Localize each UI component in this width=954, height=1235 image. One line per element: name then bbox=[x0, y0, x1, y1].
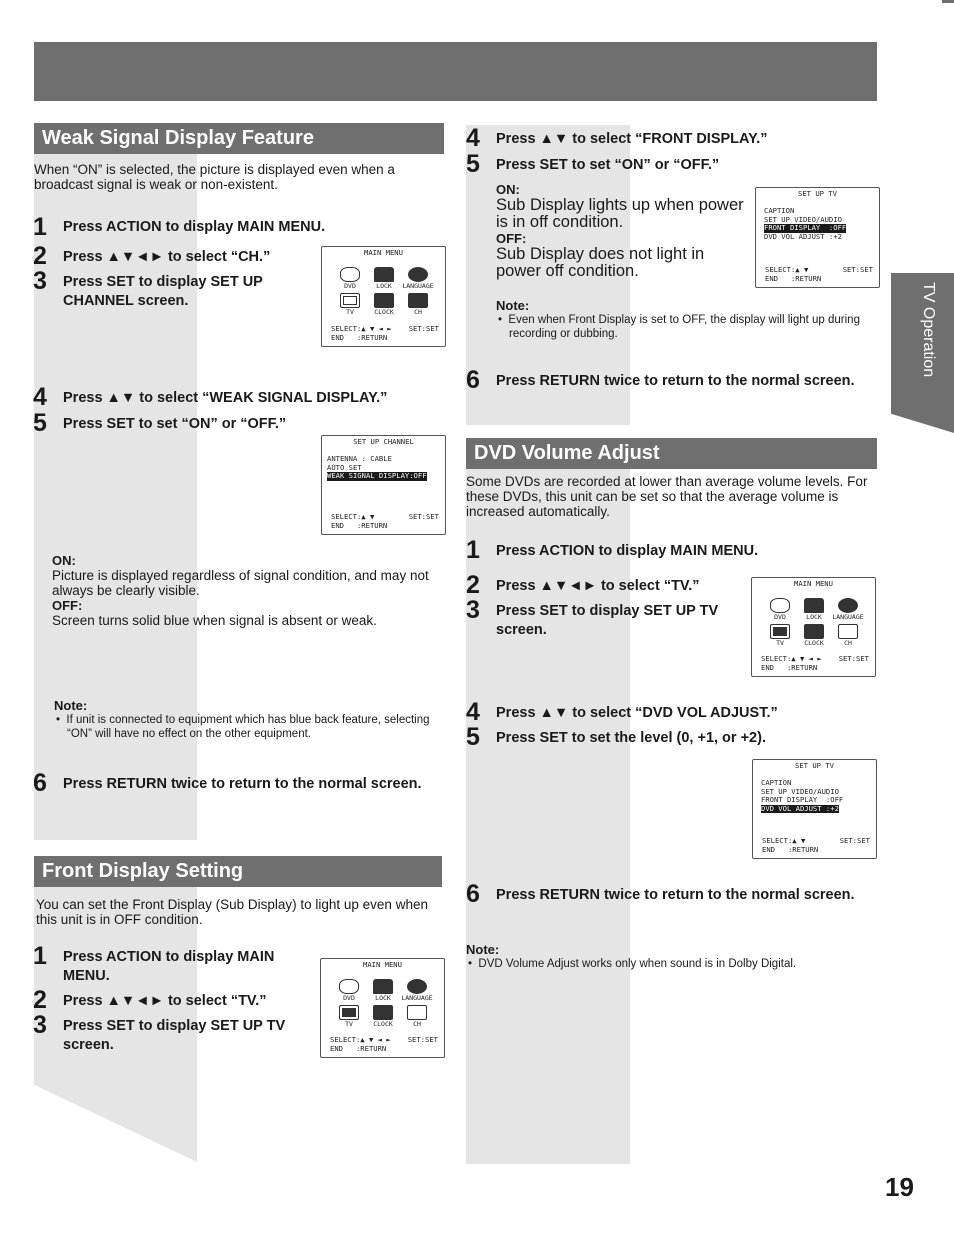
step-text: Press SET to display SET UP CHANNEL screen. bbox=[63, 274, 263, 309]
clock-menu-item: CLOCK bbox=[368, 293, 400, 316]
step-text: Press SET to display SET UP TV screen. bbox=[63, 1018, 286, 1053]
step-text: Press RETURN twice to return to the normal screen. bbox=[496, 373, 855, 389]
setup-channel-screen: SET UP CHANNEL ANTENNA : CABLE AUTO SET WEAK SIGNAL DISPLAY:OFF SELECT:▲ ▼ SET:SET END :RETURN bbox=[321, 435, 446, 535]
language-menu-item: LANGUAGE bbox=[832, 598, 864, 621]
step-number: 6 bbox=[466, 366, 480, 394]
dvd-icon bbox=[340, 267, 360, 282]
dvd-volume-heading: DVD Volume Adjust bbox=[466, 438, 877, 469]
step-number: 1 bbox=[466, 536, 480, 564]
language-icon bbox=[838, 598, 858, 613]
weak-note: Note: • If unit is connected to equipment which has blue back feature, selecting “ON” will have no effect on the other equipment. bbox=[54, 698, 430, 740]
lock-menu-item: LOCK bbox=[368, 267, 400, 290]
step-text: Press SET to set “ON” or “OFF.” bbox=[63, 416, 287, 432]
lock-icon bbox=[374, 267, 394, 282]
front-on-off-block: ON: Sub Display lights up when power is in off condition. OFF: Sub Display does not light in power off condition. bbox=[496, 182, 744, 280]
ch-menu-item: CH bbox=[402, 293, 434, 316]
step-text: Press RETURN twice to return to the normal screen. bbox=[496, 887, 855, 903]
clock-icon bbox=[804, 624, 824, 639]
clock-menu-item: CLOCK bbox=[798, 624, 830, 647]
right-band-lower bbox=[466, 468, 630, 1164]
setup-tv-screen: SET UP TV CAPTION SET UP VIDEO/AUDIO FRONT DISPLAY :OFF DVD VOL ADJUST :+2 SELECT:▲ ▼ SET:SET END :RETURN bbox=[755, 187, 880, 288]
step-number: 6 bbox=[33, 769, 47, 797]
step-text: Press RETURN twice to return to the normal screen. bbox=[63, 776, 422, 792]
screen-footer: SELECT:▲ ▼ ◄ ► SET:SET END :RETURN bbox=[331, 324, 439, 342]
dvd-menu-item: DVD bbox=[334, 267, 366, 290]
tv-menu-item: TV bbox=[333, 1005, 365, 1028]
step-text: Press ACTION to display MAIN MENU. bbox=[63, 219, 326, 235]
step-text: Press ▲▼◄► to select “CH.” bbox=[63, 249, 271, 265]
step-number: 5 bbox=[466, 723, 480, 751]
weak-on-off-block: ON: Picture is displayed regardless of signal condition, and may not always be clearly visible. OFF: Screen turns solid blue when signal is absent or weak. bbox=[52, 553, 429, 628]
step-text: Press ▲▼◄► to select “TV.” bbox=[496, 578, 700, 594]
setup-tv-screen: SET UP TV CAPTION SET UP VIDEO/AUDIO FRONT DISPLAY :OFF DVD VOL ADJUST :+2 SELECT:▲ ▼ SET:SET END :RETURN bbox=[752, 759, 877, 859]
main-menu-screen bbox=[321, 246, 446, 347]
language-icon bbox=[407, 979, 427, 994]
front-display-heading: Front Display Setting bbox=[34, 856, 442, 887]
step-text: Press ▲▼ to select “DVD VOL ADJUST.” bbox=[496, 705, 778, 721]
step-text: Press ACTION to display MAIN MENU. bbox=[63, 949, 275, 984]
step-number: 4 bbox=[33, 383, 47, 411]
ch-menu-item: CH bbox=[401, 1005, 433, 1028]
weak-signal-heading: Weak Signal Display Feature bbox=[34, 123, 444, 154]
step-number: 2 bbox=[33, 242, 47, 270]
channel-icon bbox=[838, 624, 858, 639]
step-number: 3 bbox=[33, 1011, 47, 1039]
step-number: 5 bbox=[466, 150, 480, 178]
channel-icon bbox=[407, 1005, 427, 1020]
main-menu-screen: MAIN MENU DVD LOCK LANGUAGE TV CLOCK CH SELECT:▲ ▼ ◄ ► SET:SET END :RETURN bbox=[320, 958, 445, 1058]
step-number: 2 bbox=[466, 571, 480, 599]
language-menu-item: LANGUAGE bbox=[401, 979, 433, 1002]
tv-menu-item: TV bbox=[764, 624, 796, 647]
channel-icon bbox=[408, 293, 428, 308]
corner-mark bbox=[942, 0, 954, 3]
lock-menu-item: LOCK bbox=[367, 979, 399, 1002]
tv-icon bbox=[340, 293, 360, 308]
step-text: Press SET to display SET UP TV screen. bbox=[496, 603, 719, 638]
step-text: Press SET to set “ON” or “OFF.” bbox=[496, 157, 720, 173]
clock-icon bbox=[374, 293, 394, 308]
step-text: Press ▲▼◄► to select “TV.” bbox=[63, 993, 267, 1009]
step-number: 5 bbox=[33, 409, 47, 437]
tv-icon bbox=[339, 1005, 359, 1020]
step-number: 3 bbox=[33, 267, 47, 295]
language-icon bbox=[408, 267, 428, 282]
dvd-menu-item: DVD bbox=[764, 598, 796, 621]
tv-icon bbox=[770, 624, 790, 639]
step-text: Press ▲▼ to select “WEAK SIGNAL DISPLAY.” bbox=[63, 390, 388, 406]
clock-menu-item: CLOCK bbox=[367, 1005, 399, 1028]
lock-icon bbox=[373, 979, 393, 994]
clock-icon bbox=[373, 1005, 393, 1020]
step-text: Press SET to set the level (0, +1, or +2). bbox=[496, 730, 766, 746]
header-bar bbox=[34, 42, 877, 101]
step-number: 4 bbox=[466, 698, 480, 726]
main-menu-screen: MAIN MENU DVD LOCK LANGUAGE TV CLOCK CH SELECT:▲ ▼ ◄ ► SET:SET END :RETURN bbox=[751, 577, 876, 677]
front-note: Note: • Even when Front Display is set to OFF, the display will light up during recording or dubbing. bbox=[496, 298, 860, 340]
ch-menu-item: CH bbox=[832, 624, 864, 647]
dvd-volume-note: Note: • DVD Volume Adjust works only when sound is in Dolby Digital. bbox=[466, 942, 797, 970]
weak-signal-intro: When “ON” is selected, the picture is displayed even when a broadcast signal is weak or non-existent. bbox=[34, 162, 395, 192]
front-display-intro: You can set the Front Display (Sub Display) to light up even when this unit is in OFF condition. bbox=[36, 897, 428, 927]
step-number: 4 bbox=[466, 124, 480, 152]
step-text: Press ▲▼ to select “FRONT DISPLAY.” bbox=[496, 131, 768, 147]
dvd-icon bbox=[770, 598, 790, 613]
step-number: 6 bbox=[466, 880, 480, 908]
step-number: 1 bbox=[33, 213, 47, 241]
lock-icon bbox=[804, 598, 824, 613]
step-text: Press ACTION to display MAIN MENU. bbox=[496, 543, 759, 559]
step-number: 1 bbox=[33, 942, 47, 970]
tv-menu-item: TV bbox=[334, 293, 366, 316]
side-tab-label: TV Operation bbox=[920, 282, 937, 378]
dvd-volume-intro: Some DVDs are recorded at lower than average volume levels. For these DVDs, this unit can be set so that the average volume is increased automatically. bbox=[466, 474, 868, 519]
page-number: 19 bbox=[885, 1172, 914, 1202]
lock-menu-item: LOCK bbox=[798, 598, 830, 621]
step-number: 3 bbox=[466, 596, 480, 624]
language-menu-item: LANGUAGE bbox=[402, 267, 434, 290]
dvd-menu-item: DVD bbox=[333, 979, 365, 1002]
screen-title: MAIN MENU bbox=[364, 248, 403, 257]
step-number: 2 bbox=[33, 986, 47, 1014]
dvd-icon bbox=[339, 979, 359, 994]
